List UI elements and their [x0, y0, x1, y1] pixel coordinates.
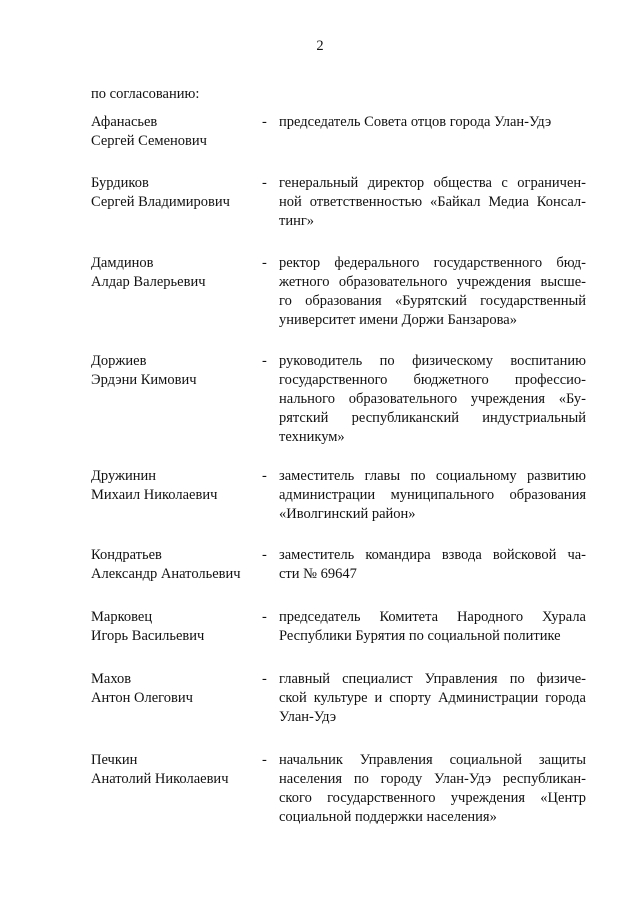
- member-role: [279, 546, 586, 584]
- member-surname: Бурдиков: [91, 175, 149, 191]
- member-surname: Афанасьев: [91, 114, 158, 130]
- member-surname: Кондратьев: [91, 547, 162, 563]
- member-surname: Дамдинов: [91, 255, 154, 271]
- member-name: [91, 670, 256, 708]
- dash-separator: -: [262, 752, 267, 768]
- member-name: [91, 608, 256, 646]
- role-line: техникум»: [279, 429, 345, 445]
- role-line: председатель Совета отцов города Улан-Удэ: [279, 114, 552, 130]
- role-line: государственного бюджетного профессио-: [279, 372, 586, 388]
- member-name: [91, 467, 256, 505]
- member-given-names: Анатолий Николаевич: [91, 771, 229, 787]
- member-surname: Дружинин: [91, 468, 157, 484]
- role-line: университет имени Доржи Банзарова»: [279, 312, 517, 328]
- dash-separator: -: [262, 353, 267, 369]
- member-role: [279, 751, 586, 827]
- role-line: заместитель командира взвода войсковой ча-: [279, 547, 586, 563]
- member-name: [91, 113, 256, 151]
- member-given-names: Михаил Николаевич: [91, 487, 218, 503]
- member-role: [279, 113, 586, 132]
- member-role: [279, 174, 586, 231]
- role-line: рятский республиканский индустриальный: [279, 410, 586, 426]
- member-given-names: Сергей Семенович: [91, 133, 207, 149]
- member-role: [279, 670, 586, 727]
- dash-separator: -: [262, 255, 267, 271]
- role-line: «Иволгинский район»: [279, 506, 416, 522]
- dash-separator: -: [262, 547, 267, 563]
- dash-separator: -: [262, 468, 267, 484]
- role-line: главный специалист Управления по физиче-: [279, 671, 586, 687]
- member-role: [279, 254, 586, 330]
- member-name: [91, 751, 256, 789]
- role-line: ского государственного учреждения «Центр: [279, 790, 586, 806]
- dash-separator: -: [262, 609, 267, 625]
- role-line: социальной поддержки населения»: [279, 809, 497, 825]
- role-line: начальник Управления социальной защиты: [279, 752, 586, 768]
- member-role: [279, 352, 586, 447]
- page-number: 2: [316, 38, 324, 54]
- dash-separator: -: [262, 671, 267, 687]
- role-line: ской культуре и спорту Администрации города: [279, 690, 586, 706]
- role-line: нального образовательного учреждения «Бу-: [279, 391, 586, 407]
- role-line: населения по городу Улан-Удэ республикан-: [279, 771, 586, 787]
- role-line: ректор федерального государственного бюд-: [279, 255, 586, 271]
- role-line: сти № 69647: [279, 566, 357, 582]
- member-name: [91, 546, 256, 584]
- role-line: руководитель по физическому воспитанию: [279, 353, 586, 369]
- member-given-names: Эрдэни Кимович: [91, 372, 197, 388]
- member-surname: Махов: [91, 671, 132, 687]
- member-surname: Печкин: [91, 752, 138, 768]
- role-line: администрации муниципального образования: [279, 487, 586, 503]
- member-given-names: Игорь Васильевич: [91, 628, 205, 644]
- member-surname: Марковец: [91, 609, 153, 625]
- member-given-names: Антон Олегович: [91, 690, 193, 706]
- member-surname: Доржиев: [91, 353, 147, 369]
- member-given-names: Сергей Владимирович: [91, 194, 230, 210]
- dash-separator: -: [262, 114, 267, 130]
- role-line: ной ответственностью «Байкал Медиа Консал-: [279, 194, 586, 210]
- member-role: [279, 467, 586, 524]
- role-line: генеральный директор общества с ограничен-: [279, 175, 586, 191]
- member-name: [91, 254, 256, 292]
- role-line: тинг»: [279, 213, 315, 229]
- role-line: заместитель главы по социальному развитию: [279, 468, 586, 484]
- member-given-names: Александр Анатольевич: [91, 566, 241, 582]
- member-name: [91, 352, 256, 390]
- member-role: [279, 608, 586, 646]
- intro-text: по согласованию:: [91, 86, 200, 102]
- member-name: [91, 174, 256, 212]
- role-line: Республики Бурятия по социальной политике: [279, 628, 561, 644]
- role-line: жетного образовательного учреждения высше-: [279, 274, 586, 290]
- role-line: го образования «Бурятский государственный: [279, 293, 586, 309]
- role-line: председатель Комитета Народного Хурала: [279, 609, 586, 625]
- role-line: Улан-Удэ: [279, 709, 337, 725]
- member-given-names: Алдар Валерьевич: [91, 274, 206, 290]
- dash-separator: -: [262, 175, 267, 191]
